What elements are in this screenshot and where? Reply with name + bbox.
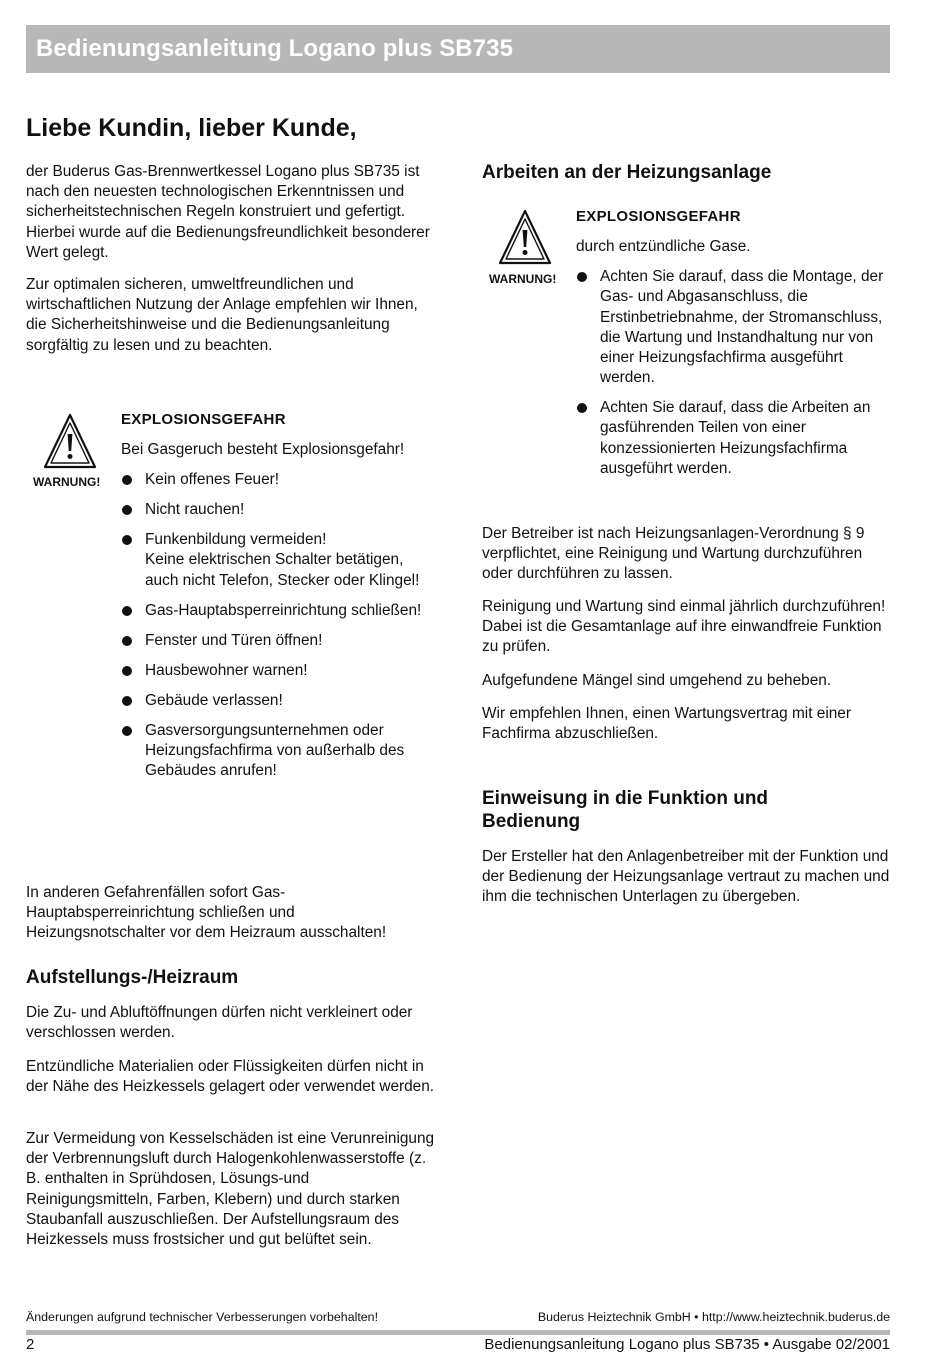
warning-list (576, 267, 888, 479)
warning-label: WARNUNG! (33, 475, 101, 489)
section-paragraph-2: Entzündliche Materialien oder Flüssigkeiten dürfen nicht in der Nähe des Heizkessels gelagert oder verwendet werden. (26, 1058, 435, 1096)
section-heading-aufstellung: Aufstellungs-/Heizraum (26, 967, 239, 988)
footer-note-left: Änderungen aufgrund technischer Verbesserungen vorbehalten! (26, 1310, 379, 1324)
heading-einweisung: Einweisung in die Funktion und Bedienung (482, 788, 769, 832)
other-dangers-paragraph: In anderen Gefahrenfällen sofort Gas-Hauptabsperreinrichtung schließen und Heizungsnotschalter vor dem Heizraum ausschalten! (26, 884, 387, 942)
warning-list (121, 470, 436, 781)
list-item: Gasversorgungsunternehmen oder Heizungsfachfirma von außerhalb des Gebäudes anrufen! (121, 721, 436, 782)
footer-divider (26, 1330, 890, 1335)
intro-paragraph-1: der Buderus Gas-Brennwertkessel Logano plus SB735 ist nach den neuesten technologischen Erkenntnissen und sicherheitstechnischen Regeln konstruiert und gefertigt. Hierbei wurde auf die Bedienungsfreundlichkeit besonderer Wert gelegt. (26, 163, 430, 261)
intro-paragraph-2: Zur optimalen sicheren, umweltfreundlichen und wirtschaftlichen Nutzung der Anlage empfehlen wir Ihnen, die Sicherheitshinweise und die Bedienungsanleitung sorgfältig zu lesen und zu beachten. (26, 276, 418, 354)
footer-note-right: Buderus Heiztechnik GmbH • http://www.heiztechnik.buderus.de (537, 1310, 890, 1324)
paragraph-verordnung: Der Betreiber ist nach Heizungsanlagen-Verordnung § 9 verpflichtet, eine Reinigung und Wartung durchzuführen oder durchführen zu lassen. (482, 525, 865, 583)
paragraph-maengel: Aufgefundene Mängel sind umgehend zu beheben. (482, 672, 832, 689)
warning-label: WARNUNG! (489, 272, 557, 286)
list-item-line: Keine elektrischen Schalter betätigen, auch nicht Telefon, Stecker oder Klingel! (145, 551, 420, 589)
warning-lead: durch entzündliche Gase. (576, 238, 751, 255)
paragraph-einweisung: Der Ersteller hat den Anlagenbetreiber mit der Funktion und der Bedienung der Heizungsanlage vertraut zu machen und ihm die technischen Unterlagen zu übergeben. (482, 848, 890, 906)
list-item: Kein offenes Feuer! (121, 470, 436, 490)
greeting-heading: Liebe Kundin, lieber Kunde, (26, 114, 357, 142)
paragraph-wartungsvertrag: Wir empfehlen Ihnen, einen Wartungsvertrag mit einer Fachfirma abzuschließen. (482, 705, 851, 743)
header-bar (26, 25, 890, 73)
heading-arbeiten: Arbeiten an der Heizungsanlage (482, 162, 772, 183)
page-number: 2 (26, 1336, 35, 1353)
paragraph-reinigung: Reinigung und Wartung sind einmal jährlich durchzuführen! Dabei ist die Gesamtanlage auf ihre einwandfreie Funktion zu prüfen. (482, 598, 886, 656)
list-item: Achten Sie darauf, dass die Arbeiten an gasführenden Teilen von einer konzessionierten Heizungsfachfirma ausgeführt werden. (576, 398, 888, 479)
warning-lead: Bei Gasgeruch besteht Explosionsgefahr! (121, 441, 405, 458)
section-paragraph-3: Zur Vermeidung von Kesselschäden ist eine Verunreinigung der Verbrennungsluft durch Halogenkohlenwasserstoffe (z. B. enthalten in Sprühdosen, Lösungs-und Reinigungsmitteln, Farben, Klebern) und durch starken Staubanfall auszuschließen. Der Aufstellungsraum des Heizkessels muss frostsicher und gut belüftet sein. (26, 1130, 435, 1249)
list-item: Gebäude verlassen! (121, 691, 436, 711)
list-item: Fenster und Türen öffnen! (121, 631, 436, 651)
warning-title: EXPLOSIONSGEFAHR (121, 411, 286, 428)
warning-triangle-icon (497, 208, 553, 266)
document-title: Bedienungsanleitung Logano plus SB735 (36, 35, 514, 62)
list-item: Achten Sie darauf, dass die Montage, der Gas- und Abgasanschluss, die Erstinbetriebnahme, der Stromanschluss, die Wartung und Instandhaltung nur von einer Heizungsfachfirma ausgeführt werden. (576, 267, 888, 388)
list-item: Hausbewohner warnen! (121, 661, 436, 681)
footer-edition: Bedienungsanleitung Logano plus SB735 • Ausgabe 02/2001 (484, 1336, 890, 1353)
warning-triangle-icon (42, 412, 98, 470)
list-item (121, 530, 436, 591)
section-paragraph-1: Die Zu- und Abluftöffnungen dürfen nicht verkleinert oder verschlossen werden. (26, 1004, 413, 1042)
warning-title: EXPLOSIONSGEFAHR (576, 208, 741, 225)
list-item: Nicht rauchen! (121, 500, 436, 520)
list-item: Gas-Hauptabsperreinrichtung schließen! (121, 601, 436, 621)
warning-block-left (121, 411, 436, 791)
list-item-line: Funkenbildung vermeiden! (145, 531, 327, 549)
warning-block-right (576, 208, 888, 489)
